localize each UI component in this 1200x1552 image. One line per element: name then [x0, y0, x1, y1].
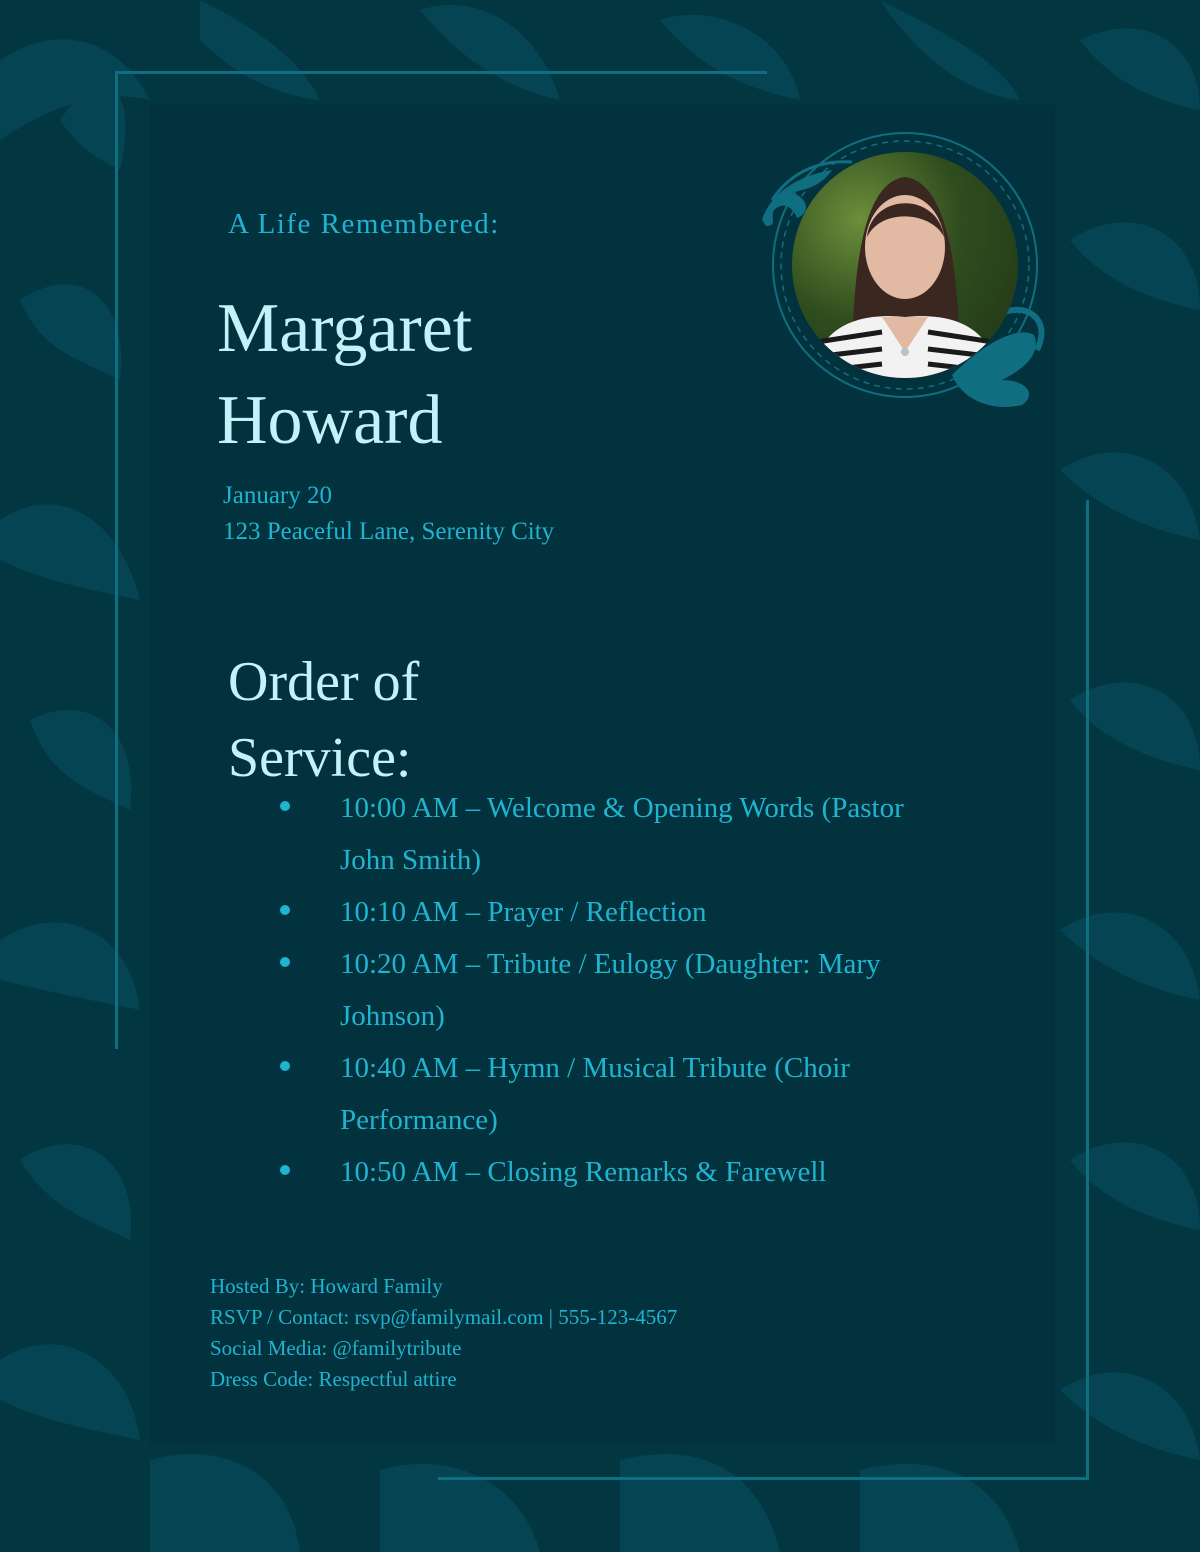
- card-subtitle: A Life Remembered:: [228, 208, 500, 240]
- service-item: [280, 1042, 960, 1146]
- deceased-name: [217, 283, 472, 467]
- event-date: January 20: [223, 482, 332, 509]
- service-item-text: 10:00 AM – Welcome & Opening Words (Pastor: [340, 792, 904, 824]
- bullet-icon: [280, 905, 290, 915]
- name-first: Margaret: [217, 290, 473, 367]
- bullet-icon: [280, 957, 290, 967]
- service-item-text: 10:50 AM – Closing Remarks & Farewell: [340, 1156, 827, 1188]
- service-item: [280, 886, 960, 938]
- rsvp-contact: RSVP / Contact: rsvp@familymail.com | 555-123-4567: [210, 1305, 678, 1329]
- social-media: Social Media: @familytribute: [210, 1336, 462, 1360]
- heading-line-1: Order of: [228, 651, 420, 713]
- name-last: Howard: [217, 382, 443, 459]
- service-item-text: 10:40 AM – Hymn / Musical Tribute (Choir: [340, 1052, 850, 1084]
- hosted-by: Hosted By: Howard Family: [210, 1274, 443, 1298]
- heading-line-2: Service:: [228, 727, 412, 789]
- bullet-icon: [280, 1061, 290, 1071]
- service-item: [280, 938, 960, 1042]
- event-footer: [210, 1271, 677, 1395]
- person-silhouette-icon: [792, 152, 1018, 378]
- portrait-photo: [792, 152, 1018, 378]
- service-item-text: 10:10 AM – Prayer / Reflection: [340, 896, 707, 928]
- service-schedule-list: [280, 782, 960, 1198]
- service-item: [280, 1146, 960, 1198]
- portrait-frame: [752, 130, 1052, 415]
- order-of-service-heading: [228, 644, 419, 796]
- event-details: [223, 478, 554, 550]
- service-item-text-continued: Johnson): [340, 1000, 445, 1032]
- dress-code: Dress Code: Respectful attire: [210, 1367, 457, 1391]
- service-item-text: 10:20 AM – Tribute / Eulogy (Daughter: Mary: [340, 948, 881, 980]
- service-item-text-continued: John Smith): [340, 844, 481, 876]
- bullet-icon: [280, 801, 290, 811]
- event-address: 123 Peaceful Lane, Serenity City: [223, 518, 555, 545]
- bullet-icon: [280, 1165, 290, 1175]
- service-item: [280, 782, 960, 886]
- service-item-text-continued: Performance): [340, 1104, 498, 1136]
